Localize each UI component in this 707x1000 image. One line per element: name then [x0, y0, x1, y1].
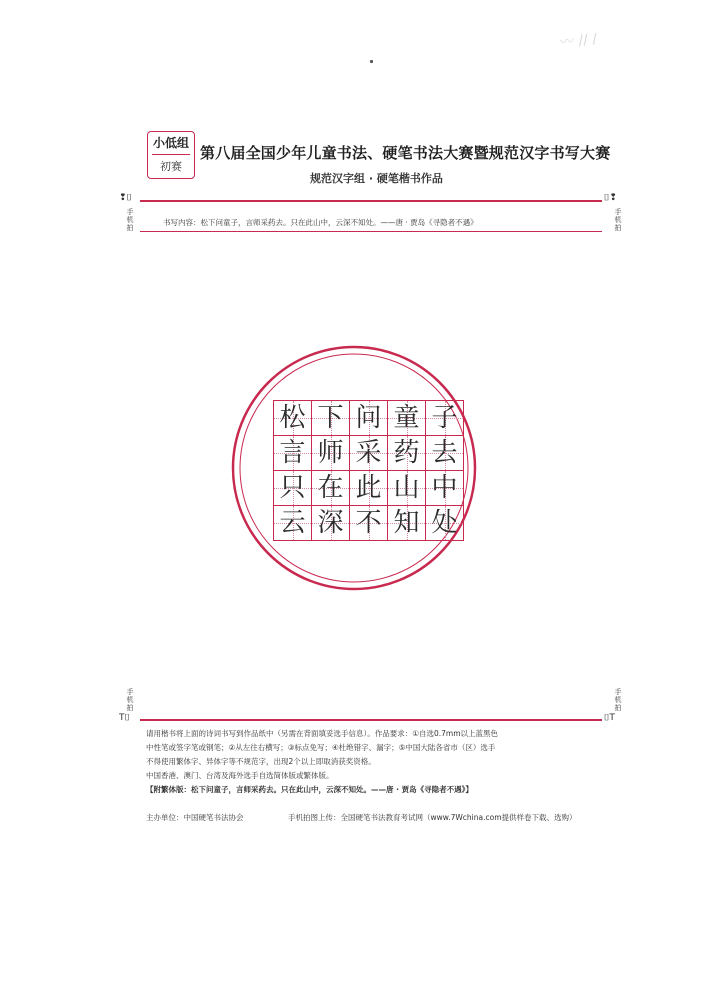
grid-row — [274, 436, 464, 471]
grid-cell — [426, 436, 464, 471]
upload-icon: T — [609, 713, 615, 723]
handwritten-character: 童 — [393, 403, 420, 433]
group-badge — [147, 131, 195, 179]
handwritten-character: 药 — [393, 438, 420, 468]
badge-divider — [152, 154, 190, 155]
grid-cell — [274, 436, 312, 471]
handwritten-character: 中 — [431, 473, 458, 503]
instructions-line-2: 中性笔或签字笔或钢笔；②从左往右横写；③标点免写；④杜绝错字、漏字；⑤中国大陆各省市（区）选手 — [146, 743, 496, 752]
top-rule — [140, 200, 602, 202]
top-right-markers — [604, 193, 617, 203]
grid-cell — [274, 401, 312, 436]
instructions-line-3: 不得使用繁体字、异体字等不规范字，出现2个以上即取消获奖资格。 — [146, 757, 376, 766]
grid-row — [274, 471, 464, 506]
handwritten-character: 师 — [317, 438, 344, 468]
camera-icon: ⌷ — [126, 193, 132, 203]
grid-cell — [388, 506, 426, 541]
exclamation-icon: ❢ — [609, 193, 617, 203]
grid-cell — [274, 506, 312, 541]
handwritten-character: 知 — [393, 508, 420, 538]
instructions-line-4: 中国香港、澳门、台湾及海外选手自选简体版或繁体版。 — [146, 771, 334, 780]
bottom-rule — [140, 719, 602, 721]
badge-round-label: 初赛 — [160, 160, 182, 173]
writing-grid — [273, 400, 464, 541]
instructions-line-1: 请用楷书将上面的诗词书写到作品纸中（另需在背面填妥选手信息）。作品要求：①自选0.7mm以上蓝黑色 — [146, 729, 499, 738]
handwritten-character: 采 — [355, 438, 382, 468]
grid-cell — [312, 506, 350, 541]
grid-cell — [426, 401, 464, 436]
upload-icon: T — [119, 713, 125, 723]
instructions-block — [146, 727, 566, 797]
grid-cell — [388, 471, 426, 506]
grid-row — [274, 506, 464, 541]
handwritten-character: 下 — [317, 403, 344, 433]
grid-cell — [274, 471, 312, 506]
writing-content: 书写内容：松下问童子，言师采药去。只在此山中，云深不知处。——唐 · 贾岛《寻隐者不遇》 — [163, 218, 478, 227]
handwritten-character: 去 — [431, 438, 458, 468]
organizer-text: 主办单位：中国硬笔书法协会 — [146, 813, 244, 822]
handwritten-character: 处 — [431, 508, 458, 538]
badge-group-label: 小低组 — [152, 136, 189, 150]
grid-cell — [388, 401, 426, 436]
grid-cell — [426, 471, 464, 506]
traditional-version-line: 【附繁体版：松下问童子，言师采药去。只在此山中，云深不知处。——唐 · 贾岛《寻隐者不遇》】 — [146, 785, 473, 794]
grid-cell — [312, 436, 350, 471]
camera-icon: ⌷ — [124, 713, 130, 723]
upload-text: 手机拍图上传：全国硬笔书法教育考试网（www.7Wchina.com提供样卷下载、选购） — [288, 813, 577, 822]
page-subtitle: 规范汉字组 · 硬笔楷书作品 — [310, 172, 443, 185]
grid-cell — [350, 436, 388, 471]
handwritten-character: 松 — [279, 403, 306, 433]
grid-cell — [388, 436, 426, 471]
bottom-left-markers — [119, 713, 130, 723]
camera-icon: ⌷ — [604, 193, 610, 203]
bottom-left-side-label: 手机拍 — [126, 688, 134, 712]
handwritten-character: 云 — [279, 508, 306, 538]
grid-cell — [350, 401, 388, 436]
handwritten-character: 言 — [279, 438, 306, 468]
top-right-side-label: 手机拍 — [614, 208, 622, 232]
handwritten-character: 山 — [393, 473, 420, 503]
handwritten-character: 此 — [355, 473, 382, 503]
grid-cell — [312, 401, 350, 436]
top-left-markers — [119, 193, 132, 203]
grid-cell — [312, 471, 350, 506]
page-title: 第八届全国少年儿童书法、硬笔书法大赛暨规范汉字书写大赛 — [200, 144, 611, 162]
grid-cell — [426, 506, 464, 541]
camera-icon: ⌷ — [604, 713, 610, 723]
bottom-right-markers — [604, 713, 615, 723]
handwritten-character: 在 — [317, 473, 344, 503]
handwritten-character: 问 — [355, 403, 382, 433]
scan-dot — [370, 60, 373, 63]
handwritten-character: 只 — [279, 473, 306, 503]
top-left-side-label: 手机拍 — [126, 208, 134, 232]
handwritten-character: 深 — [317, 508, 344, 538]
handwritten-character: 不 — [355, 508, 382, 538]
grid-cell — [350, 506, 388, 541]
grid-row — [274, 401, 464, 436]
content-underline — [140, 231, 602, 232]
grid-cell — [350, 471, 388, 506]
bottom-right-side-label: 手机拍 — [614, 688, 622, 712]
pencil-marks: 〰 ∕∕ ∕ — [559, 31, 598, 51]
handwritten-character: 子 — [431, 403, 458, 433]
exclamation-icon: ❢ — [119, 193, 127, 203]
